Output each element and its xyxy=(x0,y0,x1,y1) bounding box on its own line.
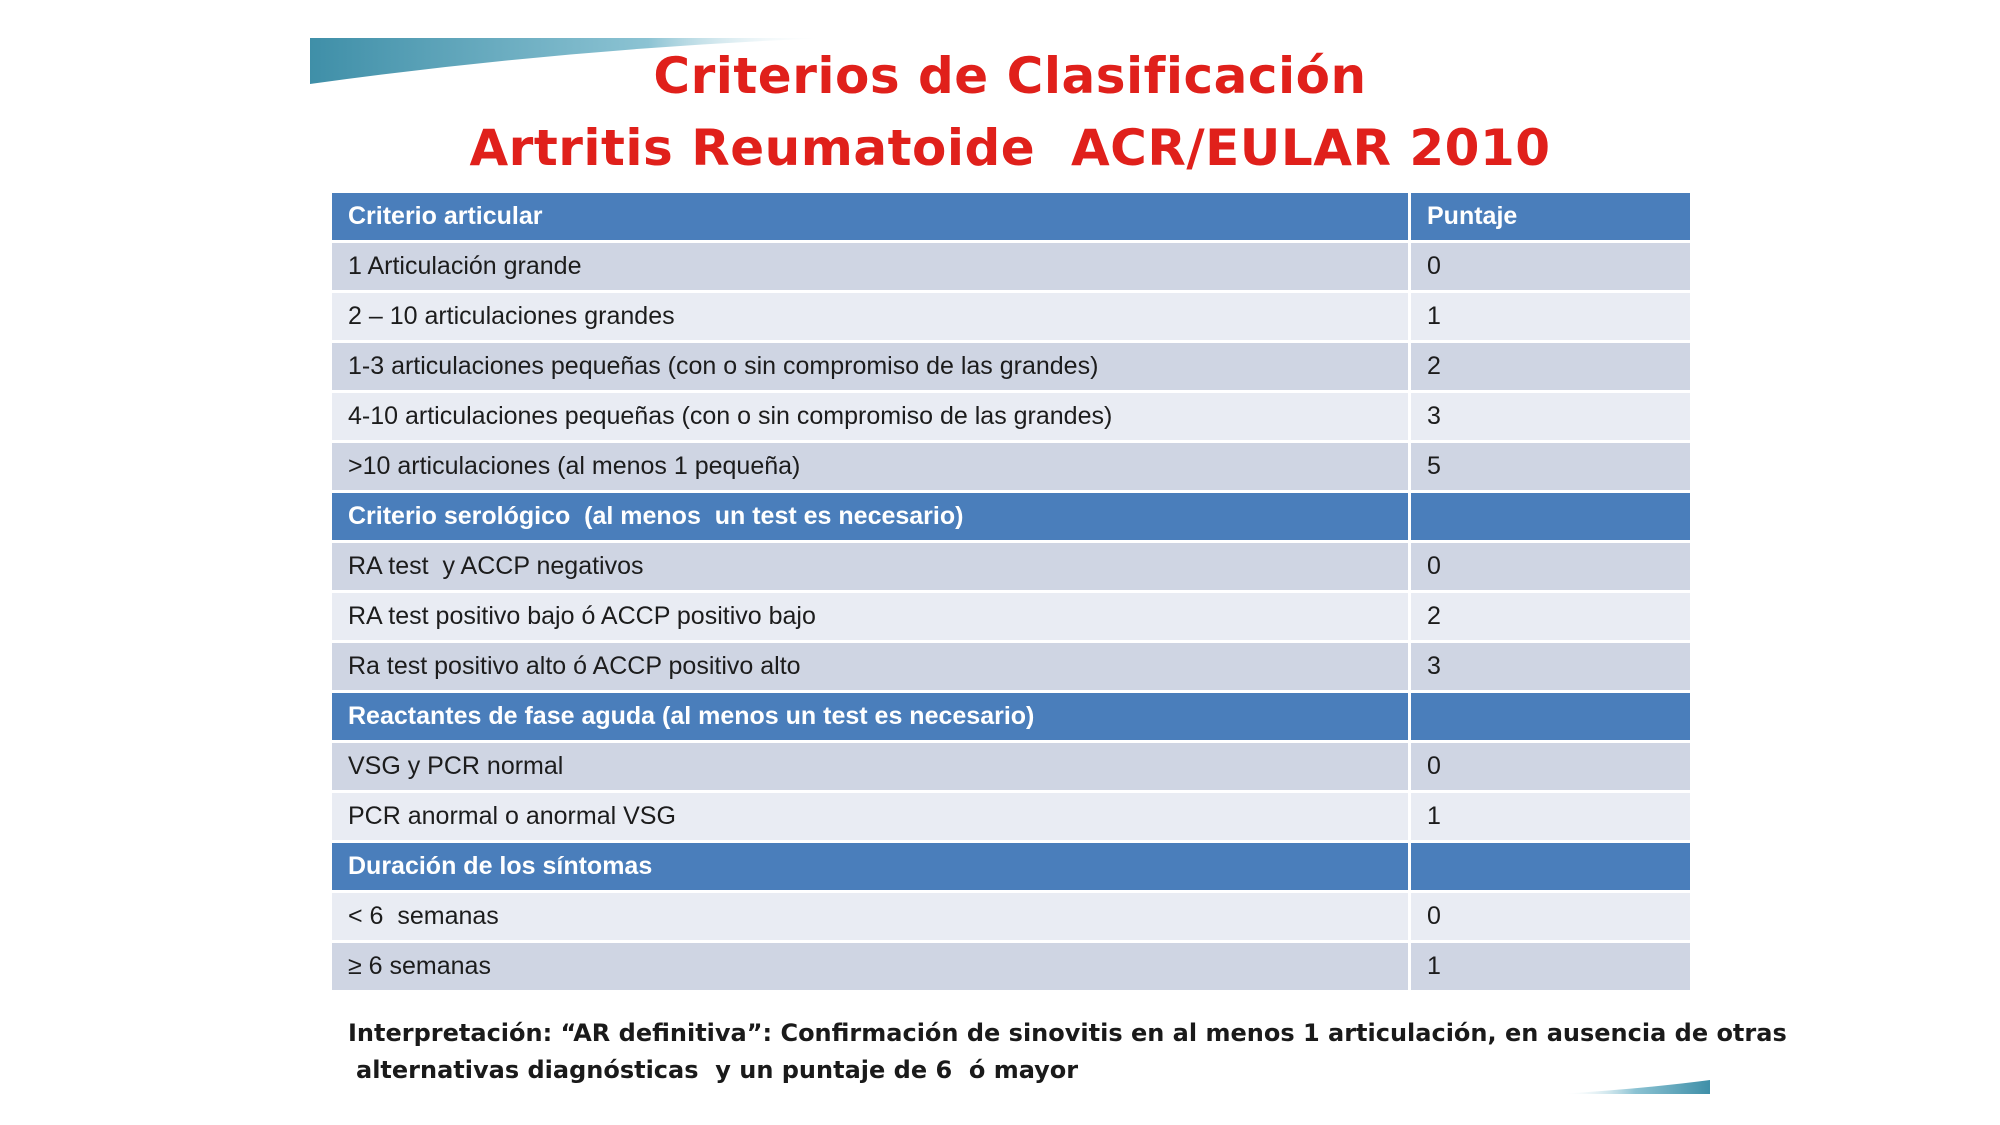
criterion-cell: < 6 semanas xyxy=(332,893,1411,943)
interpretation-note xyxy=(348,1015,1787,1089)
score-cell xyxy=(1411,493,1690,543)
score-cell: Puntaje xyxy=(1411,193,1690,243)
table-section-header xyxy=(332,193,1690,243)
table-row xyxy=(332,343,1690,393)
table-row xyxy=(332,943,1690,993)
criterion-cell: Ra test positivo alto ó ACCP positivo alto xyxy=(332,643,1411,693)
score-cell: 1 xyxy=(1411,293,1690,343)
table-row xyxy=(332,793,1690,843)
criterion-cell: Criterio serológico (al menos un test es necesario) xyxy=(332,493,1411,543)
score-cell: 0 xyxy=(1411,893,1690,943)
criterion-cell: >10 articulaciones (al menos 1 pequeña) xyxy=(332,443,1411,493)
title-line-2: Artritis Reumatoide ACR/EULAR 2010 xyxy=(469,119,1551,177)
criteria-table-body xyxy=(332,193,1690,993)
score-cell: 3 xyxy=(1411,643,1690,693)
interpretation-line-2: alternativas diagnósticas y un puntaje de 6 ó mayor xyxy=(356,1056,1079,1084)
score-cell xyxy=(1411,693,1690,743)
criterion-cell: RA test y ACCP negativos xyxy=(332,543,1411,593)
table-row xyxy=(332,643,1690,693)
table-row xyxy=(332,543,1690,593)
score-cell: 3 xyxy=(1411,393,1690,443)
table-section-header xyxy=(332,693,1690,743)
criterion-cell: RA test positivo bajo ó ACCP positivo bajo xyxy=(332,593,1411,643)
table-row xyxy=(332,293,1690,343)
interpretation-line-1: Interpretación: “AR definitiva”: Confirmación de sinovitis en al menos 1 articulación, en ausencia de otras xyxy=(348,1019,1787,1047)
criterion-cell: VSG y PCR normal xyxy=(332,743,1411,793)
criteria-table xyxy=(332,193,1690,993)
score-cell: 2 xyxy=(1411,343,1690,393)
score-cell: 5 xyxy=(1411,443,1690,493)
criterion-cell: 4-10 articulaciones pequeñas (con o sin compromiso de las grandes) xyxy=(332,393,1411,443)
score-cell: 0 xyxy=(1411,743,1690,793)
table-row xyxy=(332,243,1690,293)
score-cell: 1 xyxy=(1411,943,1690,993)
bottom-swoosh-decoration xyxy=(1560,1080,1710,1094)
criterion-cell: Duración de los síntomas xyxy=(332,843,1411,893)
criterion-cell: ≥ 6 semanas xyxy=(332,943,1411,993)
score-cell: 1 xyxy=(1411,793,1690,843)
table-section-header xyxy=(332,843,1690,893)
table-row xyxy=(332,593,1690,643)
score-cell: 2 xyxy=(1411,593,1690,643)
criterion-cell: 1-3 articulaciones pequeñas (con o sin compromiso de las grandes) xyxy=(332,343,1411,393)
score-cell: 0 xyxy=(1411,243,1690,293)
criterion-cell: Reactantes de fase aguda (al menos un test es necesario) xyxy=(332,693,1411,743)
criterion-cell: 2 – 10 articulaciones grandes xyxy=(332,293,1411,343)
table-row xyxy=(332,893,1690,943)
criterion-cell: Criterio articular xyxy=(332,193,1411,243)
table-row xyxy=(332,393,1690,443)
title-line-1: Criterios de Clasificación xyxy=(653,47,1367,105)
table-section-header xyxy=(332,493,1690,543)
criterion-cell: 1 Articulación grande xyxy=(332,243,1411,293)
score-cell: 0 xyxy=(1411,543,1690,593)
table-row xyxy=(332,443,1690,493)
criterion-cell: PCR anormal o anormal VSG xyxy=(332,793,1411,843)
table-row xyxy=(332,743,1690,793)
slide-title xyxy=(330,40,1690,184)
score-cell xyxy=(1411,843,1690,893)
